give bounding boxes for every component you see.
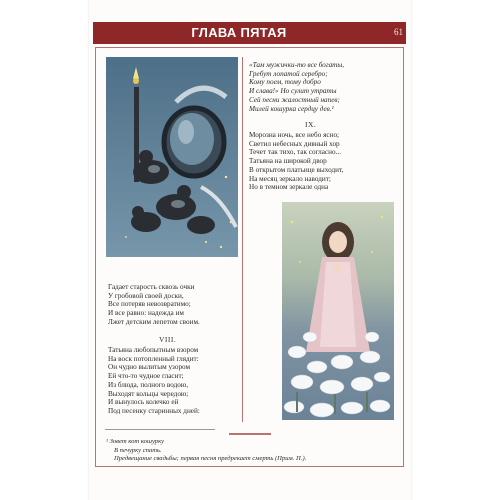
verse-line: И слава!» Но сулит утраты [249,87,337,96]
verse-line: Течет так тихо, так согласно... [249,148,341,157]
ornament-rule [229,433,271,435]
column-divider [242,57,243,422]
verse-line: В открытом платьице выходит, [249,165,344,174]
verse-line: И все равно: надежда им [108,309,184,318]
footnote-line: Предвещание свадьбы; первая песня предрекает смерть (Прим. П.). [114,455,307,463]
tatiana-lilies-illustration [282,202,394,420]
verse-line: Татьяна любопытным взором [108,346,199,354]
verse-line: Выходят кольцы чередою; [108,389,189,398]
book-page [89,0,411,500]
left-top-verse [108,283,200,327]
verse-line: Но в темном зеркале одна [249,183,329,192]
verse-line: Светил небесных дивный хор [249,139,340,148]
verse-line: У гробовой своей доски, [108,291,184,300]
footnote-rule [105,429,215,430]
chapter-title: ГЛАВА ПЯТАЯ [191,25,287,40]
verse-line: Гадает старость сквозь очки [108,283,195,291]
verse-line: На воск потопленный глядит: [108,354,199,363]
verse-line: Гребут лопатой серебро; [249,69,328,78]
verse-line: Под песенку старинных дней: [108,406,200,415]
verse-line: Ей что-то чудное гласит; [108,372,184,381]
footnote-line: В печурку спать. [114,446,162,454]
cherubs-bell-art [106,57,238,257]
cherubs-bell-illustration [106,57,238,257]
verse-line: Кому поем, тому добро [249,78,321,87]
page-number: 61 [394,27,403,37]
verse-line: Морозна ночь, все небо ясно; [249,131,340,139]
right-top-verse [249,61,344,113]
verse-line: И вынулось колечко ей [108,398,179,407]
verse-line: «Там мужички-то все богаты, [249,61,345,69]
footnote-line: ¹ Зовет кот кошурку [106,438,165,445]
verse-line: Лжет детским лепетом своим. [108,317,200,326]
verse-line: Все потеряв невозвратимо; [108,300,191,309]
tatiana-lilies-art [282,202,394,420]
verse-line: Из блюда, полного водою, [108,380,189,389]
verse-line: На месяц зеркало наводит; [249,174,331,183]
verse-line: Милей кошурка сердцу дев.¹ [249,104,334,113]
verse-line: Татьяна на широкой двор [249,157,327,166]
verse-line: Он чудно вылитым узором [108,363,191,372]
stanza-viii-number: VIII. [159,335,177,344]
verse-line: Сей песни жалостный напев; [249,95,340,104]
footnote [106,438,306,464]
stanza-viii-verse [108,346,200,416]
stanza-ix-number: IX. [305,120,317,129]
stanza-ix-verse [249,131,343,192]
